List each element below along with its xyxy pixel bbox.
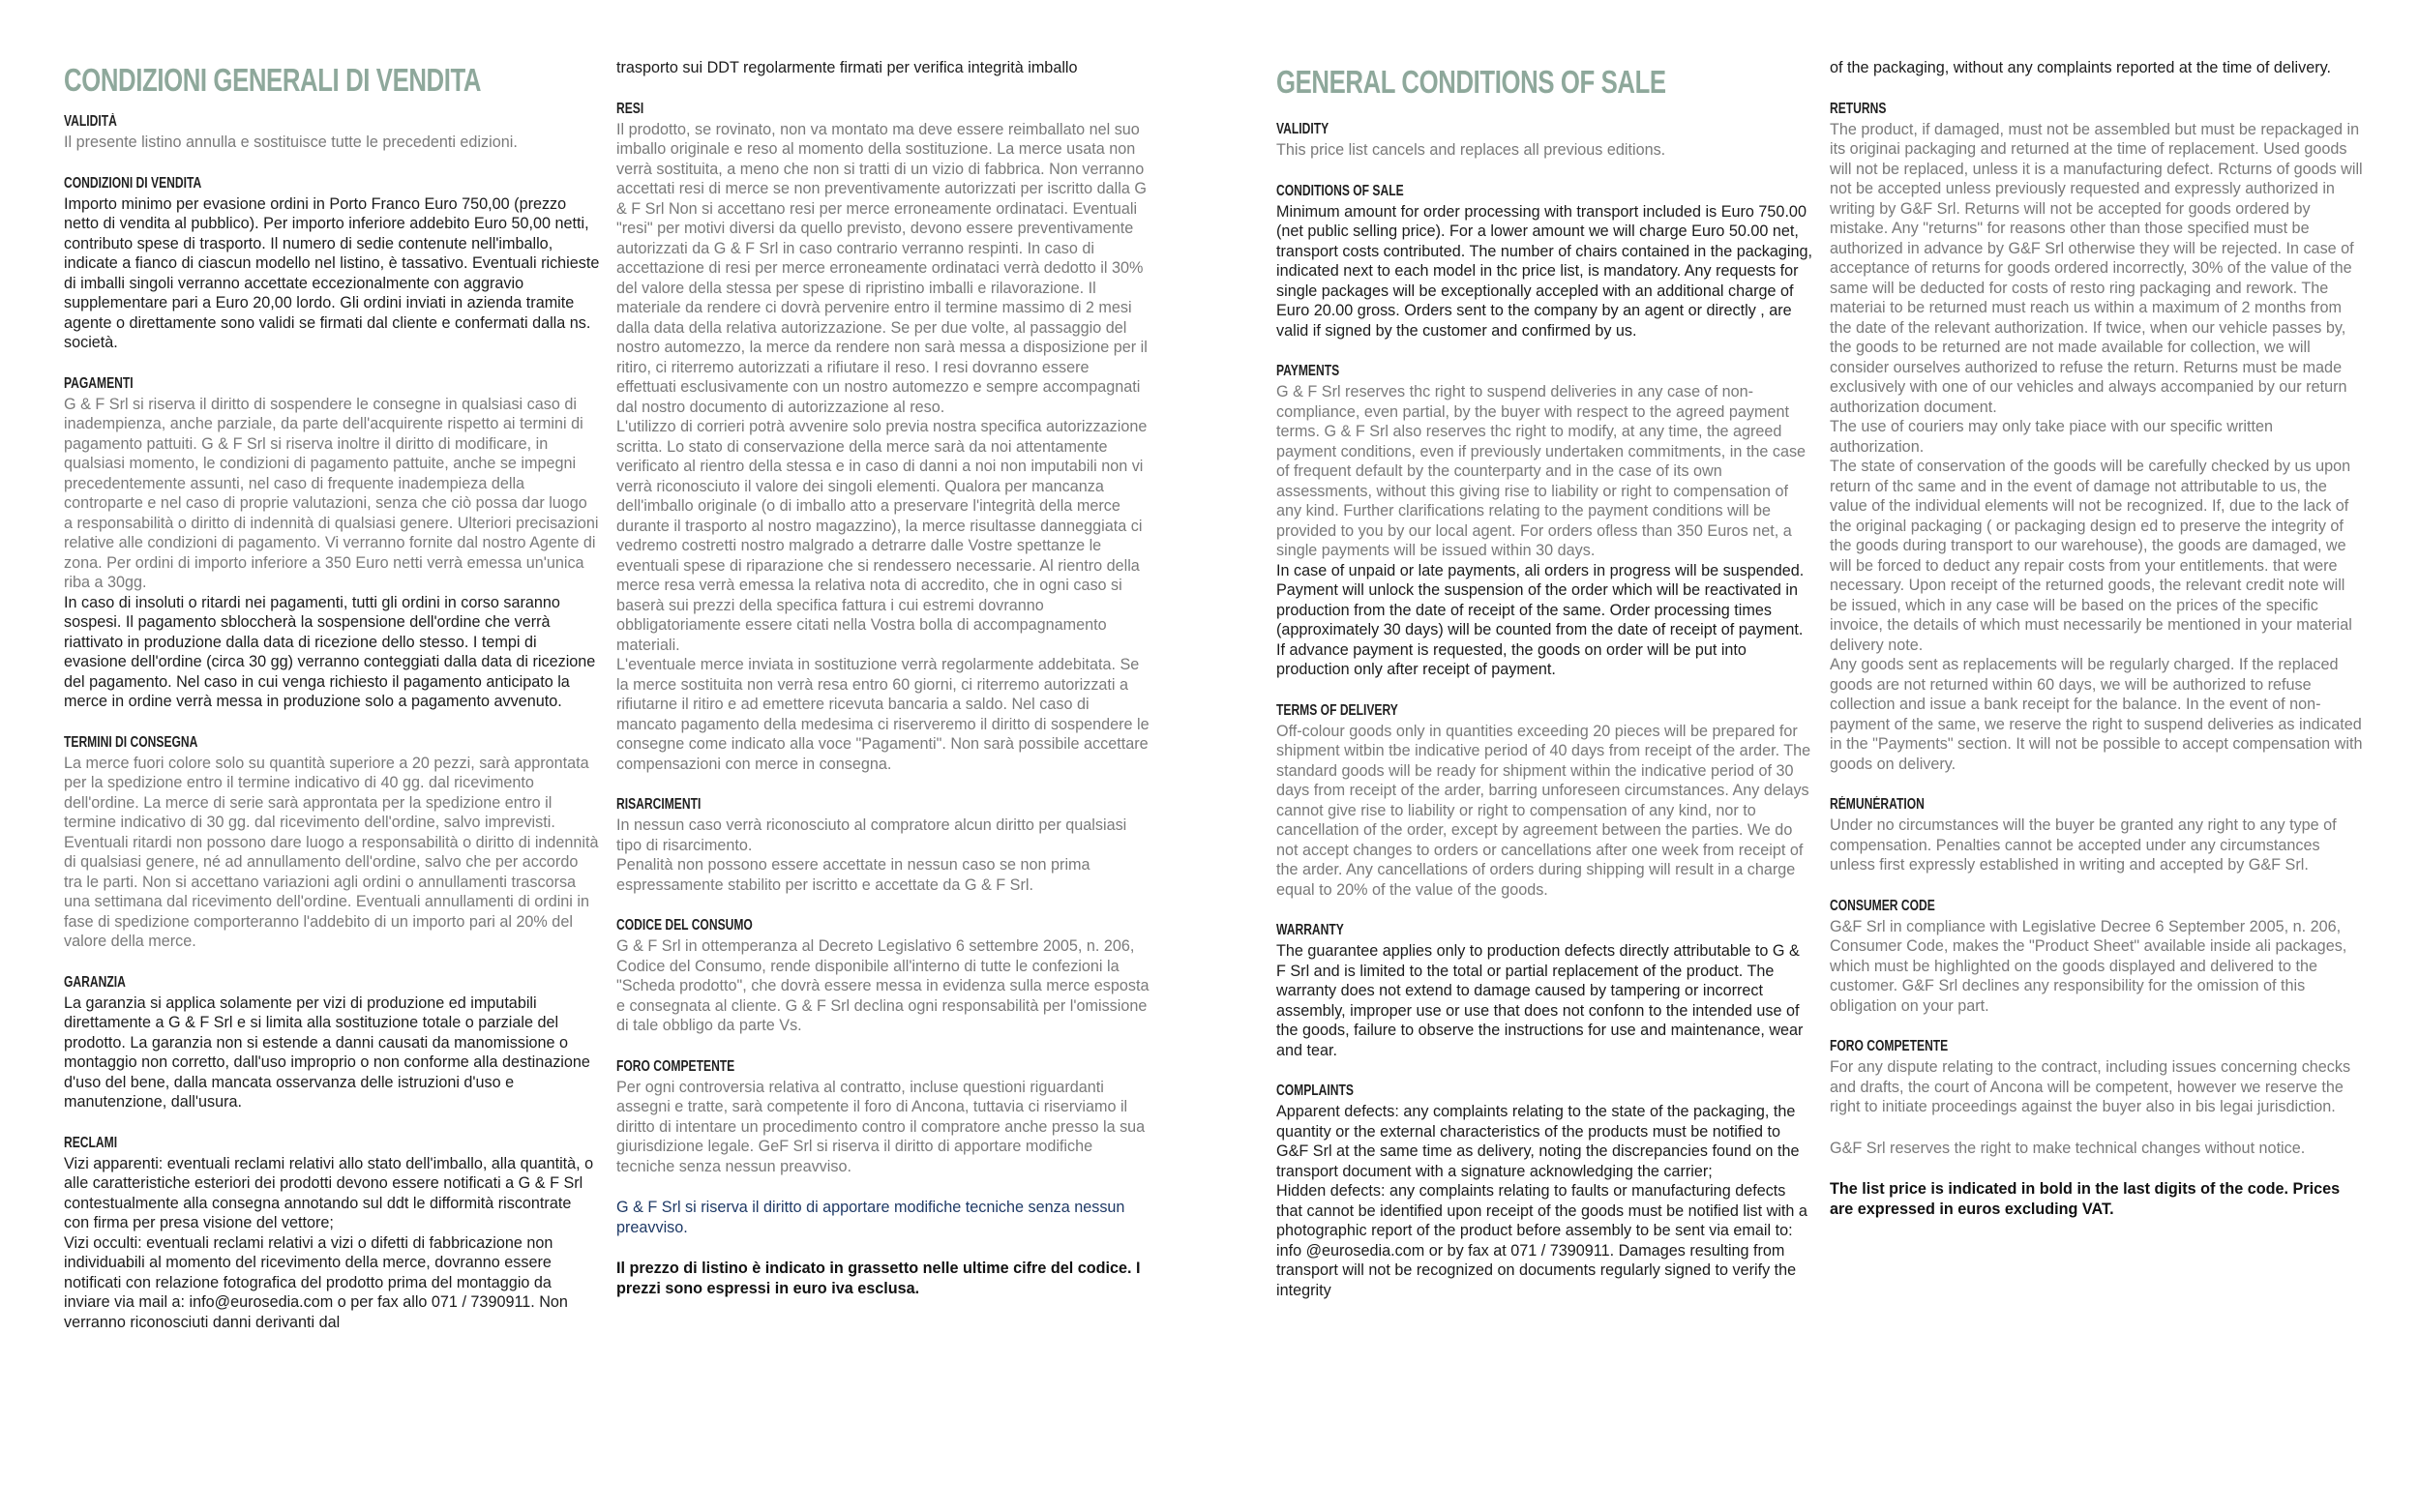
section-risarcimenti (616, 795, 1152, 895)
section-title-foro-en: FORO COMPETENTE (1830, 1038, 1949, 1054)
section-title-validity: VALIDITY (1276, 121, 1329, 137)
text-resi-3: L'eventuale merce inviata in sostituzione verrà regolarmente addebitata. Se la merce sostituita non verrà resa entro 60 giorni, ci riterremo autorizzati a rifiutarne il ritiro e ad emettere ricevuta bancaria a saldo. Nel caso di mancato pagamento della medesima ci riserveremo il diritto di sospendere le consegne come indicato alla voce "Pagamenti". Non sarà possibile accettare compensazioni con merce in consegna. (616, 656, 1150, 773)
section-validity (1276, 120, 1812, 161)
text-resi-1: Il prodotto, se rovinato, non va montato ma deve essere reimballato nel suo imballo originale e reso al momento della sostituzione. La merce usata non verrà sostituita, a meno che non si tratti di un vizio di fabbrica. Non verranno accettati resi di merce se non preventivamente autorizzati per iscritto dalla G & F Srl Non si accettano resi per merce erroneamente ordinataci. Eventuali "resi" per motivi diversi da quello previsto, devono essere preventivamente autorizzati da G & F Srl in caso contrario verranno respinti. In caso di accettazione di resi per merce erroneamente ordinataci verrà dedotto il 30% del valore della stessa per spese di ripristino imballi e rilavorazione. Il materiale da rendere ci dovrà pervenire entro il termine massimo di 2 mesi dalla data della relativa autorizzazione. Se per due volte, al passaggio del nostro automezzo, la merce da rendere non sarà messa a disposizione per il ritiro, ci riterremo autorizzati a rifiutare il reso. I resi dovranno essere effettuati esclusivamente con un nostro automezzo e sempre accompagnati dal nostro documento di autorizzazione al reso. (616, 120, 1148, 416)
text-remuneration: Under no circumstances will the buyer be granted any right to any type of compensation. Penalties cannot be accepted under any circumstances unless first expressly established in writing and accepted by G&F Srl. (1830, 816, 2337, 874)
text-garanzia: La garanzia si applica solamente per vizi di produzione ed imputabili direttamente a G & F Srl e si limita alla sostituzione totale o parziale del prodotto. La garanzia non si estende a danni causati da manomissione o montaggio non corretto, dall'uso improprio o non conforme alla destinazione d'uso del bene, dalla mancata osservanza delle istruzioni d'uso e manutenzione, dall'usura. (64, 993, 590, 1111)
text-resi-2: L'utilizzo di corrieri potrà avvenire solo previa nostra specifica autorizzazione scritta. Lo stato di conservazione della merce sarà da noi attentamente verificato al rientro della stessa e in caso di danni a noi non imputabili non vi verrà riconosciuto il valore dei singoli elementi. Qualora per mancanza dell'imballo originale (o di imballo atto a preservare l'integrità della merce durante il trasporto al nostro magazzino), la merce risultasse danneggiata ci vedremo costretti nostro malgrado a detrarre dalle Vostre spettanze le eventuali spese di riparazione che si rendessero necessarie. Al rientro della merce resa verrà emessa la relativa nota di accredito, che in ogni caso si baserà sui prezzi della specifica fattura i cui estremi dovranno obbligatoriamente essere citati nella Vostra bolla di accompagnamento materiali. (616, 418, 1148, 654)
section-foro-it (616, 1057, 1152, 1177)
section-title-conditions: CONDITIONS OF SALE (1276, 182, 1404, 199)
section-title-complaints: COMPLAINTS (1276, 1082, 1354, 1099)
text-note-changes-en: G&F Srl reserves the right to make technical changes without notice. (1830, 1139, 2306, 1157)
section-delivery (1276, 701, 1812, 901)
text-validity: This price list cancels and replaces all previous editions. (1276, 141, 1666, 159)
text-validita: Il presente listino annulla e sostituisce tutte le precedenti edizioni. (64, 133, 518, 151)
text-consumer: G&F Srl in compliance with Legislative Decree 6 September 2005, n. 206, Consumer Code, makes the "Product Sheet" available inside ali packages, which must be highlighted on the goods displayed and delivered to the customer. G&F Srl declines any responsibility for the omission of this obligation on your part. (1830, 917, 2347, 1015)
text-delivery: Off-colour goods only in quantities exceeding 20 pieces will be prepared for shipment witbin tbe indicative period of 40 days from receipt of the arder. The standard goods will be ready for shipment within the indicative period of 30 days from receipt of the arder, barring unforeseen circumstances. Any delays cannot give rise to liability or right to compensation of any kind, nor to cancellation of the order, except by agreement between the parties. We do not accept changes to orders or cancellations after one week from receipt of the arder. Any cancellations of orders during shipping will result in a charge equal to 20% of the value of the goods. (1276, 722, 1811, 899)
text-complaints-3: of the packaging, without any complaints reported at the time of delivery. (1830, 59, 2331, 76)
text-payments-1: G & F Srl reserves thc right to suspend deliveries in any case of non-compliance, even partial, by the buyer with respect to the agreed payment terms. G & F Srl also reserves thc right to modify, at any time, the agreed payment conditions, even if previously undertaken commitments, in the case of frequent default by the counterparty and in the case of its own assessments, without this giving rise to liability or right to compensation of any kind. Further clarifications relating to the payment conditions will be provided to you by our local agent. For orders ofless than 350 Euros net, a single payments will be issued within 30 days. (1276, 383, 1807, 559)
section-title-validita: VALIDITÀ (64, 113, 117, 130)
note-blue-it (616, 1198, 1152, 1237)
text-note-bold-it: Il prezzo di listino è indicato in grassetto nelle ultime cifre del codice. I prezzi sono espressi in euro iva esclusa. (616, 1260, 1141, 1297)
page-title-italian: CONDIZIONI GENERALI DI VENDITA (64, 62, 482, 98)
section-complaints (1276, 1082, 1812, 1300)
text-foro-it: Per ogni controversia relativa al contratto, incluse questioni riguardanti assegni e tratte, sarà competente il foro di Ancona, tuttavia ci riserviamo il diritto di intentare un procedimento contro il compratore anche presso la sua giurisdizione legale. GeF Srl si riserva il diritto di apportare modifiche tecniche senza nessun preavviso. (616, 1078, 1146, 1175)
english-column-2 (1830, 58, 2366, 1240)
section-consumer (1830, 897, 2366, 1017)
section-title-returns: RETURNS (1830, 100, 1887, 117)
section-title-remuneration: RÉMUNÉRATION (1830, 796, 1925, 813)
italian-column-2 (616, 58, 1152, 1319)
text-payments-2: In case of unpaid or late payments, ali orders in progress will be suspended. Payment will unlock the suspension of the order which will be reactivated in production from the date of receipt of the same. Order processing times (approximately 30 days) will be counted from the date of receipt of payment. If advance payment is requested, the goods on order will be put into production only after receipt of payment. (1276, 561, 1805, 678)
section-title-termini: TERMINI DI CONSEGNA (64, 733, 198, 751)
text-returns-2: The use of couriers may only take piace with our specific written authorization. (1830, 418, 2273, 456)
text-foro-en: For any dispute relating to the contract, including issues concerning checks and drafts, the court of Ancona will be competent, however we reserve the right to initiate proceedings against the buyer also in bis legai jurisdiction. (1830, 1058, 2351, 1115)
text-returns-3: The state of conservation of the goods will be carefully checked by us upon return of thc same and in the event of damage not attributable to us, the value of the individual elements will not be recognized. If, due to the lack of the original packaging ( or packaging design ed to preserve the integrity of the goods during transport to our warehouse), the goods are damaged, we will be forced to deduct any repair costs from your entitlements. that were necessary. Upon receipt of the returned goods, the relevant credit note will be issued, which in any case will be based on the prices of the specific invoice, the details of which must necessarily be mentioned in your material delivery note. (1830, 458, 2352, 654)
text-condizioni: Importo minimo per evasione ordini in Porto Franco Euro 750,00 (prezzo netto di vendita al pubblico). Per importo inferiore addebito Euro 50,00 netti, contributo spese di trasporto. Il numero di sedie contenute nell'imballo, indicate a fianco di ciascun modello nel listino, è tassativo. Eventuali richieste di imballi singoli verranno accettate eccezionalmente con aggravio supplementare pari a Euro 20,00 lordo. Gli ordini inviati in azienda tramite agente o direttamente sono validi se firmati dal cliente e confermati dalla ns. società. (64, 194, 600, 351)
section-title-delivery: TERMS OF DELIVERY (1276, 701, 1398, 719)
english-column-1 (1276, 58, 1812, 1321)
note-bold-it (616, 1259, 1152, 1298)
section-title-risarcimenti: RISARCIMENTI (616, 796, 702, 813)
text-complaints-2: Hidden defects: any complaints relating to faults or manufacturing defects that cannot be identified upon receipt of the goods must be notified list with a photographic report of the product before assembly to be sent via email to: info @eurosedia.com or by fax at 071 / 7390911. Damages resulting from transport will not be recognized on documents regularly signed to verify the integrity (1276, 1182, 1807, 1299)
section-title-foro-it: FORO COMPETENTE (616, 1057, 735, 1075)
section-warranty (1276, 921, 1812, 1060)
italian-column-1 (64, 58, 600, 1353)
text-returns-1: The product, if damaged, must not be assembled but must be repackaged in its originai packaging and returned at the time of replacement. Used goods will not be replaced, unless it is a manufacturing defect. Rcturns of goods will not be accepted unless previously requested and expressly authorized in writing by G&F Srl. Returns will not be accepted for goods ordered by mistake. Any "returns" for reasons other than those specified must be authorized in advance by G&F Srl otherwise they will be rejected. In case of acceptance of returns for goods ordered incorrectly, 30% of the value of the same will be deducted for costs of resto ring packaging and rework. The materiai to be returned must reach us within a maximum of 2 months from the date of the relevant authorization. If twice, when our vehicle passes by, the goods to be returned are not made available for collection, we will consider ourselves authorized to refuse the return. Returns must be made exclusively with one of our vehicles and always accompanied by our return authorization document. (1830, 120, 2363, 416)
text-reclami-2: Vizi occulti: eventuali reclami relativi a vizi o difetti di fabbricazione non individuabili al momento del ricevimento della merce, dovranno essere notificati con relazione fotografica del prodotto prima del montaggio da inviare via mail a: info@eurosedia.com o per fax allo 071 / 7390911. Non verranno riconosciuti danni derivanti dal (64, 1233, 568, 1331)
text-note-blue-it: G & F Srl si riserva il diritto di apportare modifiche tecniche senza nessun preavviso. (616, 1199, 1125, 1236)
text-note-bold-en: The list price is indicated in bold in the last digits of the code. Prices are expressed in euros excluding VAT. (1830, 1180, 2341, 1218)
section-remuneration (1830, 795, 2366, 875)
section-title-reclami: RECLAMI (64, 1134, 118, 1151)
section-condizioni (64, 174, 600, 353)
text-pagamenti-1: G & F Srl si riserva il diritto di sospendere le consegne in qualsiasi caso di inadempienza, anche parziale, da parte dell'acquirente rispetto ai termini di pagamento pattuiti. G & F Srl si riserva inoltre il diritto di modificare, in qualsiasi momento, le condizioni di pagamento pattuite, anche se impegni precedentemente assunti, nel caso di frequente inadempieza della controparte e nel caso di proprie valutazioni, senza che ciò possa dar luogo a responsabilità o diritto di indennità di qualsiasi genere. Ulteriori precisazioni relative alle condizioni di pagamento. Vi verranno fornite dal nostro Agente di zona. Per ordini di importo inferiore a 350 Euro netti verrà emessa un'unica riba a 30gg. (64, 395, 599, 591)
section-title-consumer: CONSUMER CODE (1830, 897, 1935, 914)
section-conditions (1276, 182, 1812, 341)
section-foro-en (1830, 1037, 2366, 1117)
note-bold-en (1830, 1179, 2366, 1219)
section-title-resi: RESI (616, 100, 644, 117)
text-reclami-1: Vizi apparenti: eventuali reclami relativi allo stato dell'imballo, alla quantità, o alle caratteristiche esteriori dei prodotti devono essere notificati a G & F Srl contestualmente alla consegna annotando sul ddt le difformità riscontrate con firma per presa visione del vettore; (64, 1154, 594, 1231)
section-termini (64, 733, 600, 952)
section-title-codice: CODICE DEL CONSUMO (616, 917, 753, 934)
text-termini: La merce fuori colore solo su quantità superiore a 20 pezzi, sarà approntata per la spedizione entro il termine indicativo di 40 gg. dal ricevimento dell'ordine. La merce di serie sarà approntata per la spedizione entro il termine indicativo di 30 gg. dal ricevimento dell'ordine, salvo imprevisti. Eventuali ritardi non possono dare luogo a responsabilità o diritto di indennità di qualsiasi genere, né ad annullamento dell'ordine, salvo che per accordo tra le parti. Non si accettano variazioni agli ordini o annullamenti trascorsa una settimana dal ricevimento dell'ordine. Eventuali annullamenti di ordini in fase di spedizione comporteranno l'addebito di un importo pari al 20% del valore della merce. (64, 754, 599, 950)
text-risarcimenti-1: In nessun caso verrà riconosciuto al compratore alcun diritto per qualsiasi tipo di risarcimento. (616, 816, 1127, 854)
section-title-condizioni: CONDIZIONI DI VENDITA (64, 174, 202, 192)
text-reclami-3: trasporto sui DDT regolarmente firmati per verifica integrità imballo (616, 59, 1078, 76)
section-pagamenti (64, 374, 600, 712)
section-title-payments: PAYMENTS (1276, 363, 1340, 379)
text-warranty: The guarantee applies only to production defects directly attributable to G & F Srl and is limited to the total or partial replacement of the product. The warranty does not extend to damage caused by tampering or incorrect assembly, improper use or use that does not confonn to the intended use of the goods, failure to observe the instructions for use and maintenance, wear and tear. (1276, 942, 1804, 1059)
text-complaints-1: Apparent defects: any complaints relating to the state of the packaging, the quantity or the external characteristics of the products must be notified to G&F Srl at the same time as delivery, noting the discrepancies found on the transport document with a signature acknowledging the carrier; (1276, 1103, 1800, 1180)
page-title-english: GENERAL CONDITIONS OF SALE (1276, 64, 1666, 100)
section-payments (1276, 362, 1812, 680)
section-title-garanzia: GARANZIA (64, 973, 126, 991)
section-returns (1830, 100, 2366, 775)
section-reclami (64, 1134, 600, 1333)
section-resi (616, 100, 1152, 775)
section-validita (64, 112, 600, 153)
section-title-warranty: WARRANTY (1276, 922, 1344, 938)
text-returns-4: Any goods sent as replacements will be regularly charged. If the replaced goods are not returned within 60 days, we will be authorized to refuse collection and issue a bank receipt for the balance. In the event of non-payment of the same, we reserve the right to suspend deliveries as indicated in the "Payments" section. It will not be possible to accept compensation with goods on delivery. (1830, 656, 2363, 773)
section-title-pagamenti: PAGAMENTI (64, 374, 134, 392)
section-garanzia (64, 973, 600, 1112)
text-conditions: Minimum amount for order processing with transport included is Euro 750.00 (net public selling price). For a lower amount we will charge Euro 50.00 net, transport costs contributed. The number of chairs contained in the packaging, indicated next to each model in thc price list, is mandatory. Any requests for single packages will be exceptionally accepled with an additional charge of Euro 20.00 gross. Orders sent to the company by an agent or directly , are valid if signed by the customer and confirmed by us. (1276, 202, 1812, 340)
text-pagamenti-2: In caso di insoluti o ritardi nei pagamenti, tutti gli ordini in corso saranno sospesi. Il pagamento sbloccherà la sospensione dell'ordine che verrà riattivato in produzione dalla data di ricezione dello stesso. I tempi di evasione dell'ordine (circa 30 gg) verranno conteggiati dalla data di ricezione del pagamento. Nel caso in cui venga richiesto il pagamento anticipato la merce in ordine verrà messa in produzione solo a pagamento avvenuto. (64, 593, 596, 710)
section-codice (616, 916, 1152, 1036)
note-changes-en (1830, 1139, 2366, 1159)
text-risarcimenti-2: Penalità non possono essere accettate in nessun caso se non prima espressamente stabilito per iscritto e accettate da G & F Srl. (616, 856, 1090, 894)
text-codice: G & F Srl in ottemperanza al Decreto Legislativo 6 settembre 2005, n. 206, Codice del Consumo, rende disponibile all'interno di tutte le confezioni la "Scheda prodotto", che dovrà essere messa in evidenza sulla merce esposta e consegnata al cliente. G & F Srl declina ogni responsabilità per l'omissione di tale obbligo da parte Vs. (616, 937, 1150, 1034)
